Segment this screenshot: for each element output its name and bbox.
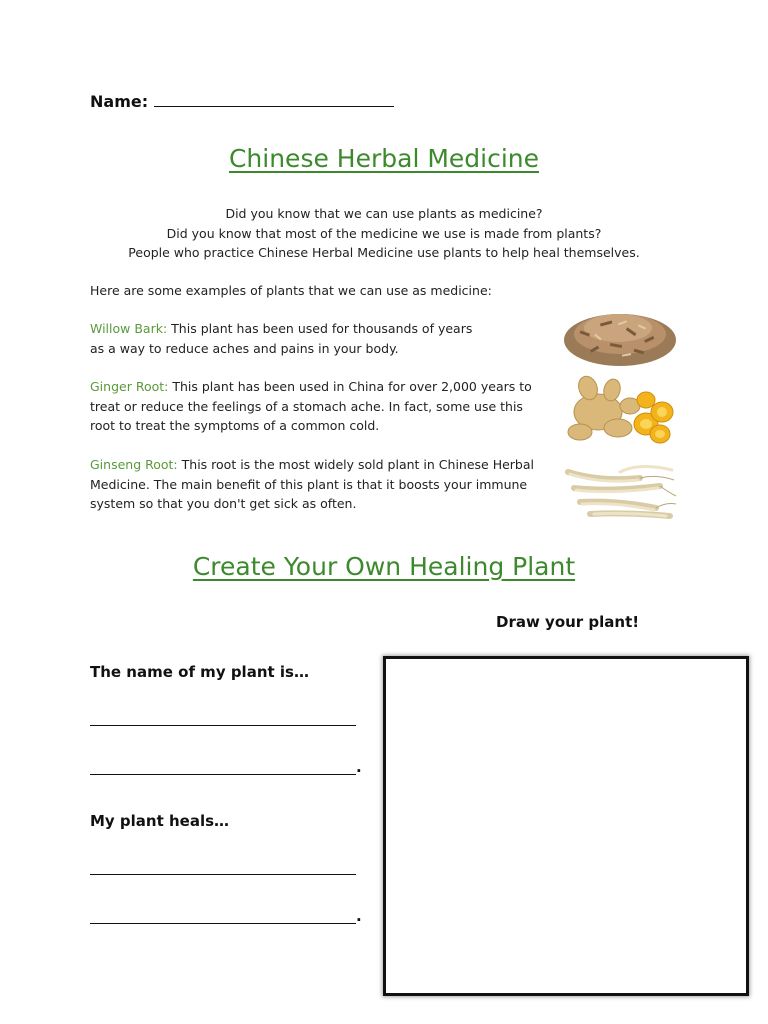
ginger-root-photo bbox=[560, 372, 680, 448]
plant-name: Willow Bark: bbox=[90, 321, 168, 336]
answer-blank-line[interactable] bbox=[90, 923, 356, 924]
plant-willow-bark bbox=[90, 319, 550, 358]
line-period: . bbox=[356, 758, 362, 776]
examples-intro: Here are some examples of plants that we can use as medicine: bbox=[90, 283, 492, 298]
draw-plant-label: Draw your plant! bbox=[496, 613, 640, 631]
plant-name-question: The name of my plant is… bbox=[90, 663, 309, 681]
page-title: Chinese Herbal Medicine bbox=[228, 144, 540, 173]
answer-blank-line[interactable] bbox=[90, 725, 356, 726]
plant-name: Ginseng Root: bbox=[90, 457, 178, 472]
plant-desc-line: as a way to reduce aches and pains in your body. bbox=[90, 340, 399, 356]
intro-line: Did you know that most of the medicine we use is made from plants? bbox=[166, 225, 602, 241]
intro-text bbox=[0, 204, 768, 263]
drawing-box[interactable] bbox=[383, 656, 749, 996]
willow-bark-photo bbox=[560, 292, 680, 372]
plant-ginseng-root bbox=[90, 455, 550, 514]
name-blank-line[interactable] bbox=[154, 90, 394, 107]
plant-desc-line: Medicine. The main benefit of this plant is that it boosts your immune bbox=[90, 476, 528, 492]
name-label: Name: bbox=[90, 92, 149, 111]
intro-line: People who practice Chinese Herbal Medicine use plants to help heal themselves. bbox=[128, 245, 640, 260]
plant-desc-line: This plant has been used in China for over 2,000 years to bbox=[172, 379, 532, 394]
answer-blank-line[interactable] bbox=[90, 774, 356, 775]
intro-line: Did you know that we can use plants as medicine? bbox=[225, 206, 543, 221]
plant-ginger-root bbox=[90, 377, 550, 436]
plant-name: Ginger Root: bbox=[90, 379, 169, 394]
plant-heals-question: My plant heals… bbox=[90, 812, 230, 830]
ginseng-root-photo bbox=[560, 452, 680, 524]
answer-blank-line[interactable] bbox=[90, 874, 356, 875]
name-field-row bbox=[90, 90, 394, 111]
plant-desc-line: root to treat the symptoms of a common cold. bbox=[90, 418, 380, 433]
section-title: Create Your Own Healing Plant bbox=[192, 552, 576, 581]
plant-desc-line: system so that you don't get sick as often. bbox=[90, 496, 357, 511]
plant-desc-line: treat or reduce the feelings of a stomach ache. In fact, some use this bbox=[90, 398, 523, 414]
plant-desc-line: This plant has been used for thousands of years bbox=[171, 321, 473, 336]
plant-desc-line: This root is the most widely sold plant in Chinese Herbal bbox=[181, 457, 534, 472]
line-period: . bbox=[356, 907, 362, 925]
